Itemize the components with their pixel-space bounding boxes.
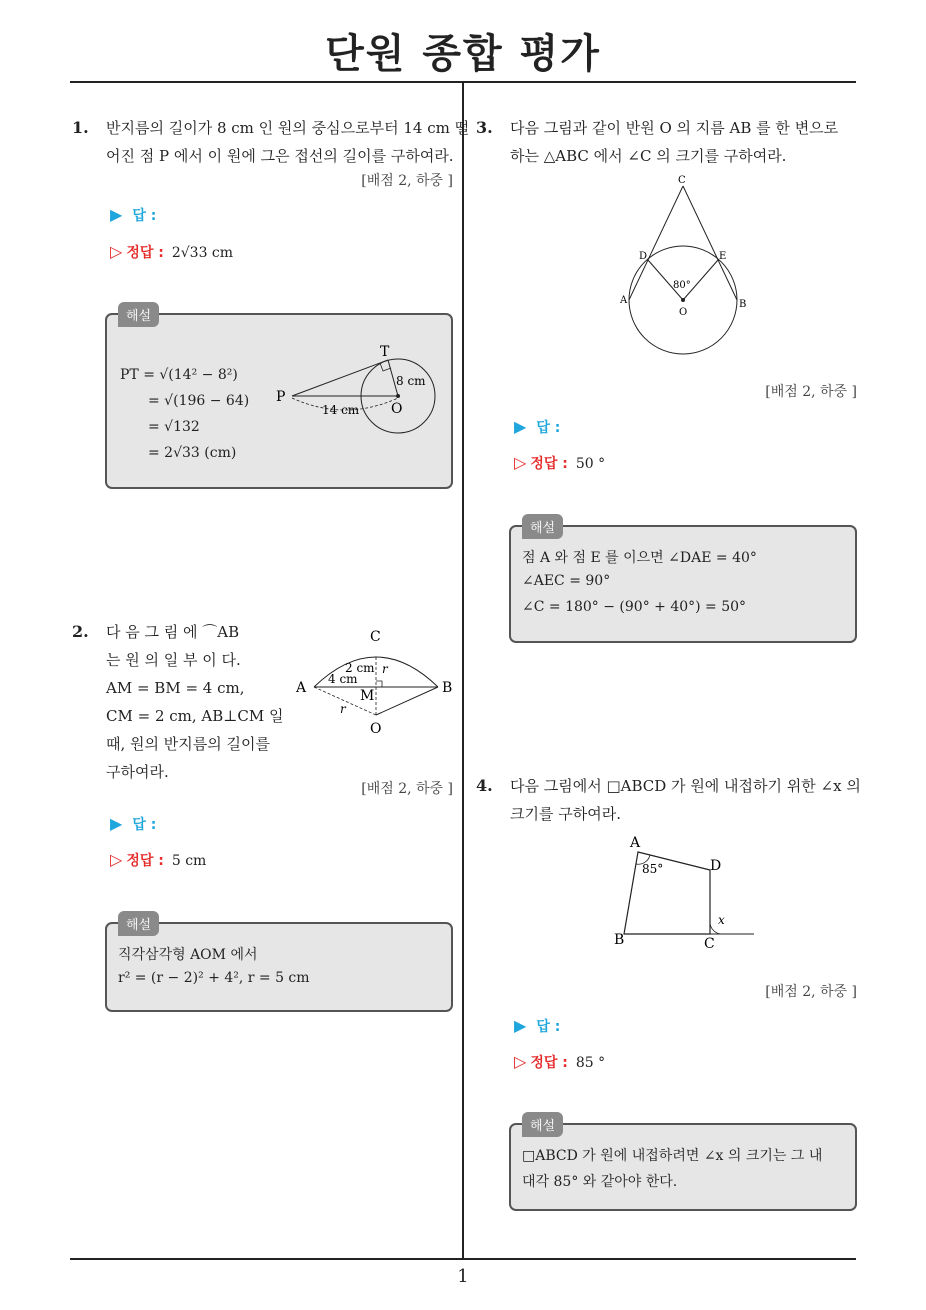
play-icon: ▶ [110, 205, 123, 224]
fig-label-e: E [719, 251, 727, 262]
q4-correct [514, 1052, 605, 1072]
q1-answer-row[interactable] [110, 205, 156, 225]
answer-label: 답 : [132, 817, 157, 833]
q3-answer-value: 50 ° [575, 456, 606, 472]
fig-label-angle: 80° [673, 280, 691, 291]
fig-label-b: B [614, 932, 625, 948]
solution-tag: 해설 [522, 514, 563, 539]
q1-solution-line: = √(196 − 64) [148, 393, 250, 409]
fig-label-c: C [678, 175, 686, 186]
q1-solution-line: = √132 [148, 419, 200, 435]
solution-tag: 해설 [118, 911, 159, 936]
outline-triangle-icon: ▷ [514, 453, 527, 472]
fig-label-a: A [630, 835, 641, 851]
q1-meta: [배점 2, 하중 ] [361, 173, 453, 189]
q4-answer-row[interactable] [514, 1016, 560, 1036]
q2-line: 때, 원의 반지름의 길이를 [106, 735, 270, 753]
fig-label-distance: 14 cm [322, 403, 360, 417]
q1-answer-value: 2√33 cm [171, 245, 234, 261]
answer-label: 답 : [132, 208, 157, 224]
q3-text [510, 114, 838, 170]
q2-text [106, 618, 283, 786]
q3-solution-line: 점 A 와 점 E 를 이으면 ∠DAE = 40° [522, 550, 757, 566]
fig-label-o: O [679, 307, 688, 318]
fig-label-m: M [360, 688, 375, 704]
q2-correct [110, 850, 206, 870]
q1-number: 1. [72, 118, 89, 137]
q3-number: 3. [476, 118, 493, 137]
q3-figure [615, 172, 755, 362]
q1-correct [110, 242, 233, 262]
fig-label-a: A [296, 680, 307, 696]
play-icon: ▶ [110, 814, 123, 833]
q4-solution-line: □ABCD 가 원에 내접하려면 ∠x 의 크기는 그 내 [522, 1148, 823, 1164]
q2-solution-line: 직각삼각형 AOM 에서 [118, 947, 258, 963]
answer-label: 답 : [536, 420, 561, 436]
q1-line: 어진 점 P 에서 이 원에 그은 접선의 길이를 구하여라. [106, 147, 454, 165]
q3-solution-line: ∠AEC = 90° [522, 573, 611, 589]
q4-number: 4. [476, 776, 493, 795]
fig-label-c: C [370, 629, 381, 645]
fig-label-a: A [620, 295, 628, 306]
solution-tag: 해설 [118, 302, 159, 327]
q2-line: 구하여라. [106, 763, 169, 781]
q2-answer-row[interactable] [110, 814, 156, 834]
page-number: 1 [457, 1266, 469, 1287]
fig-label-t: T [380, 344, 390, 360]
q3-line: 다음 그림과 같이 반원 O 의 지름 AB 를 한 변으로 [510, 119, 839, 137]
q4-solution-line: 대각 85° 와 같아야 한다. [522, 1174, 678, 1190]
q2-figure [290, 625, 460, 743]
q3-answer-row[interactable] [514, 417, 560, 437]
fig-label-c: C [704, 936, 715, 952]
q1-text [106, 114, 469, 170]
q2-line: AM = BM = 4 cm, [106, 679, 245, 697]
q1-solution-line: = 2√33 (cm) [148, 445, 237, 461]
q3-meta: [배점 2, 하중 ] [765, 384, 857, 400]
q3-line: 하는 △ABC 에서 ∠C 의 크기를 구하여라. [510, 147, 787, 165]
q4-meta: [배점 2, 하중 ] [765, 984, 857, 1000]
outline-triangle-icon: ▷ [110, 850, 123, 869]
fig-label-angle: 85° [642, 862, 664, 876]
fig-label-d: D [710, 858, 722, 874]
q1-figure [270, 340, 445, 470]
correct-label: 정답 : [530, 456, 568, 472]
q3-solution-line: ∠C = 180° − (90° + 40°) = 50° [522, 599, 747, 615]
fig-label-r2: r [340, 702, 346, 716]
fig-label-o: O [370, 721, 382, 737]
q2-line: 는 원 의 일 부 이 다. [106, 651, 241, 669]
column-divider [462, 82, 464, 1258]
q2-meta: [배점 2, 하중 ] [361, 781, 453, 797]
outline-triangle-icon: ▷ [110, 242, 123, 261]
q1-solution-line: PT = √(14² − 8²) [120, 367, 238, 383]
fig-label-d: D [639, 251, 648, 262]
q2-line: CM = 2 cm, AB⊥CM 일 [106, 707, 284, 725]
q4-line: 다음 그림에서 □ABCD 가 원에 내접하기 위한 ∠x 의 [510, 777, 861, 795]
outline-triangle-icon: ▷ [514, 1052, 527, 1071]
q2-line: 다 음 그 림 에 ⌒AB [106, 623, 240, 641]
correct-label: 정답 : [126, 245, 164, 261]
play-icon: ▶ [514, 1016, 527, 1035]
correct-label: 정답 : [126, 853, 164, 869]
q1-line: 반지름의 길이가 8 cm 인 원의 중심으로부터 14 cm 떨 [106, 119, 470, 137]
fig-label-cm: 2 cm [345, 661, 375, 675]
fig-label-b: B [739, 299, 747, 310]
fig-label-x: x [718, 913, 725, 927]
q2-solution-box [105, 922, 453, 1012]
q2-solution-line: r² = (r − 2)² + 4², r = 5 cm [118, 970, 310, 986]
solution-tag: 해설 [522, 1112, 563, 1137]
fig-label-r: r [382, 662, 388, 676]
correct-label: 정답 : [530, 1055, 568, 1071]
fig-label-am: 4 cm [328, 672, 358, 686]
q4-solution-box [509, 1123, 857, 1211]
fig-label-o: O [391, 401, 403, 417]
q2-answer-value: 5 cm [171, 853, 207, 869]
fig-label-b: B [442, 680, 453, 696]
bottom-rule [70, 1258, 856, 1260]
answer-label: 답 : [536, 1019, 561, 1035]
fig-label-p: P [276, 389, 286, 405]
q2-number: 2. [72, 622, 89, 641]
q4-text [510, 772, 861, 828]
fig-label-radius: 8 cm [396, 374, 426, 388]
q4-answer-value: 85 ° [575, 1055, 606, 1071]
q4-line: 크기를 구하여라. [510, 805, 621, 823]
play-icon: ▶ [514, 417, 527, 436]
page-title: 단원 종합 평가 [325, 31, 601, 77]
q4-figure [610, 832, 760, 954]
q3-correct [514, 453, 605, 473]
